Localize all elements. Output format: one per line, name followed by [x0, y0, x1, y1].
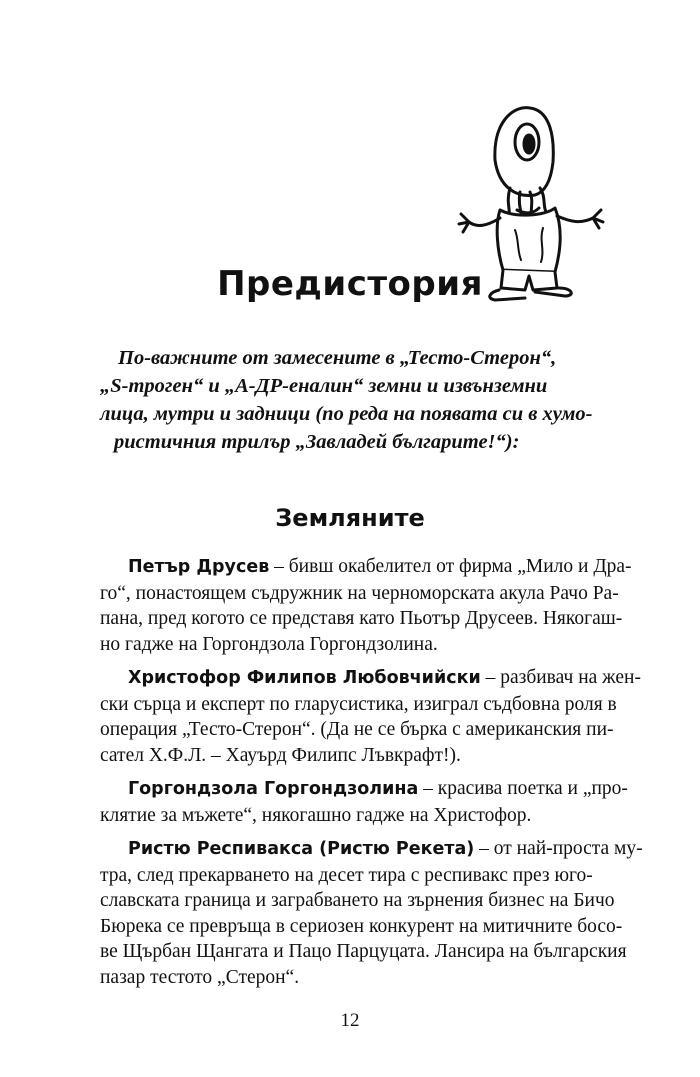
- entry-line: операция „Тесто-Стерон“. (Да не се бърка с американския пи-: [100, 719, 614, 740]
- entry-line: славската граница и заграбването на зърнения бизнес на Бичо: [100, 890, 615, 911]
- character-name: Христофор Филипов Любовчийски: [128, 668, 481, 688]
- entry-text: – разбивач на жен-: [480, 667, 641, 688]
- entry-first-line: [100, 836, 643, 863]
- entry-first-line: [100, 665, 641, 692]
- character-name: Горгондзола Горгондзолина: [128, 779, 419, 799]
- intro-line: лица, мутри и задници (по реда на появата си в хумо-: [100, 403, 593, 425]
- character-entry: [100, 554, 632, 657]
- intro-line: „S-троген“ и „А-ДР-еналин“ земни и извънземни: [100, 375, 548, 397]
- intro-line: По-важните от замесените в „Тесто-Стерон“,: [118, 347, 557, 369]
- entry-line: го“, понастоящем съдружник на черноморската акула Рачо Ра-: [100, 582, 619, 604]
- entry-line: пазар тестото „Стерон“.: [100, 966, 300, 988]
- entry-text: – красива поетка и „про-: [418, 778, 628, 799]
- intro-line: ристичния трилър „Завладей българите!“):: [114, 431, 520, 453]
- entry-line: клятие за мъжете“, някогашно гадже на Христофор.: [100, 804, 532, 826]
- entry-line: ски сърца и експерт по гларусистика, изиграл съдбовна роля в: [100, 693, 617, 715]
- page-number: 12: [340, 1010, 360, 1031]
- character-name: Петър Друсев: [128, 557, 270, 577]
- character-entry: [100, 665, 641, 768]
- entry-line: сател Х.Ф.Л. – Хауърд Филипс Лъвкрафт!).: [100, 744, 461, 766]
- character-entry: [100, 776, 628, 828]
- entry-line: но гадже на Горгондзола Горгондзолина.: [100, 633, 438, 655]
- entry-text: – бивш окабелител от фирма „Мило и Дра-: [269, 556, 632, 577]
- entry-text: – от най-проста му-: [474, 838, 643, 859]
- intro-paragraph: [100, 344, 615, 456]
- character-name: Ристю Респивакса (Ристю Рекета): [128, 839, 475, 859]
- entry-first-line: [100, 554, 632, 581]
- entry-first-line: [100, 776, 628, 803]
- character-entry: [100, 836, 643, 990]
- entry-line: пана, пред когото се представя като Пьотър Друсеев. Някогаш-: [100, 608, 623, 629]
- entry-line: Бюрека се превръща в сериозен конкурент на митичните босо-: [100, 915, 623, 937]
- section-title: Земляните: [275, 504, 425, 532]
- character-list: [100, 554, 643, 998]
- chapter-title: Предистория: [217, 264, 483, 304]
- entry-line: тра, след прекарването на десет тира с респивакс през юго-: [100, 864, 593, 886]
- entry-line: ве Щърбан Щангата и Пацо Парцуцата. Лансира на българския: [100, 941, 627, 962]
